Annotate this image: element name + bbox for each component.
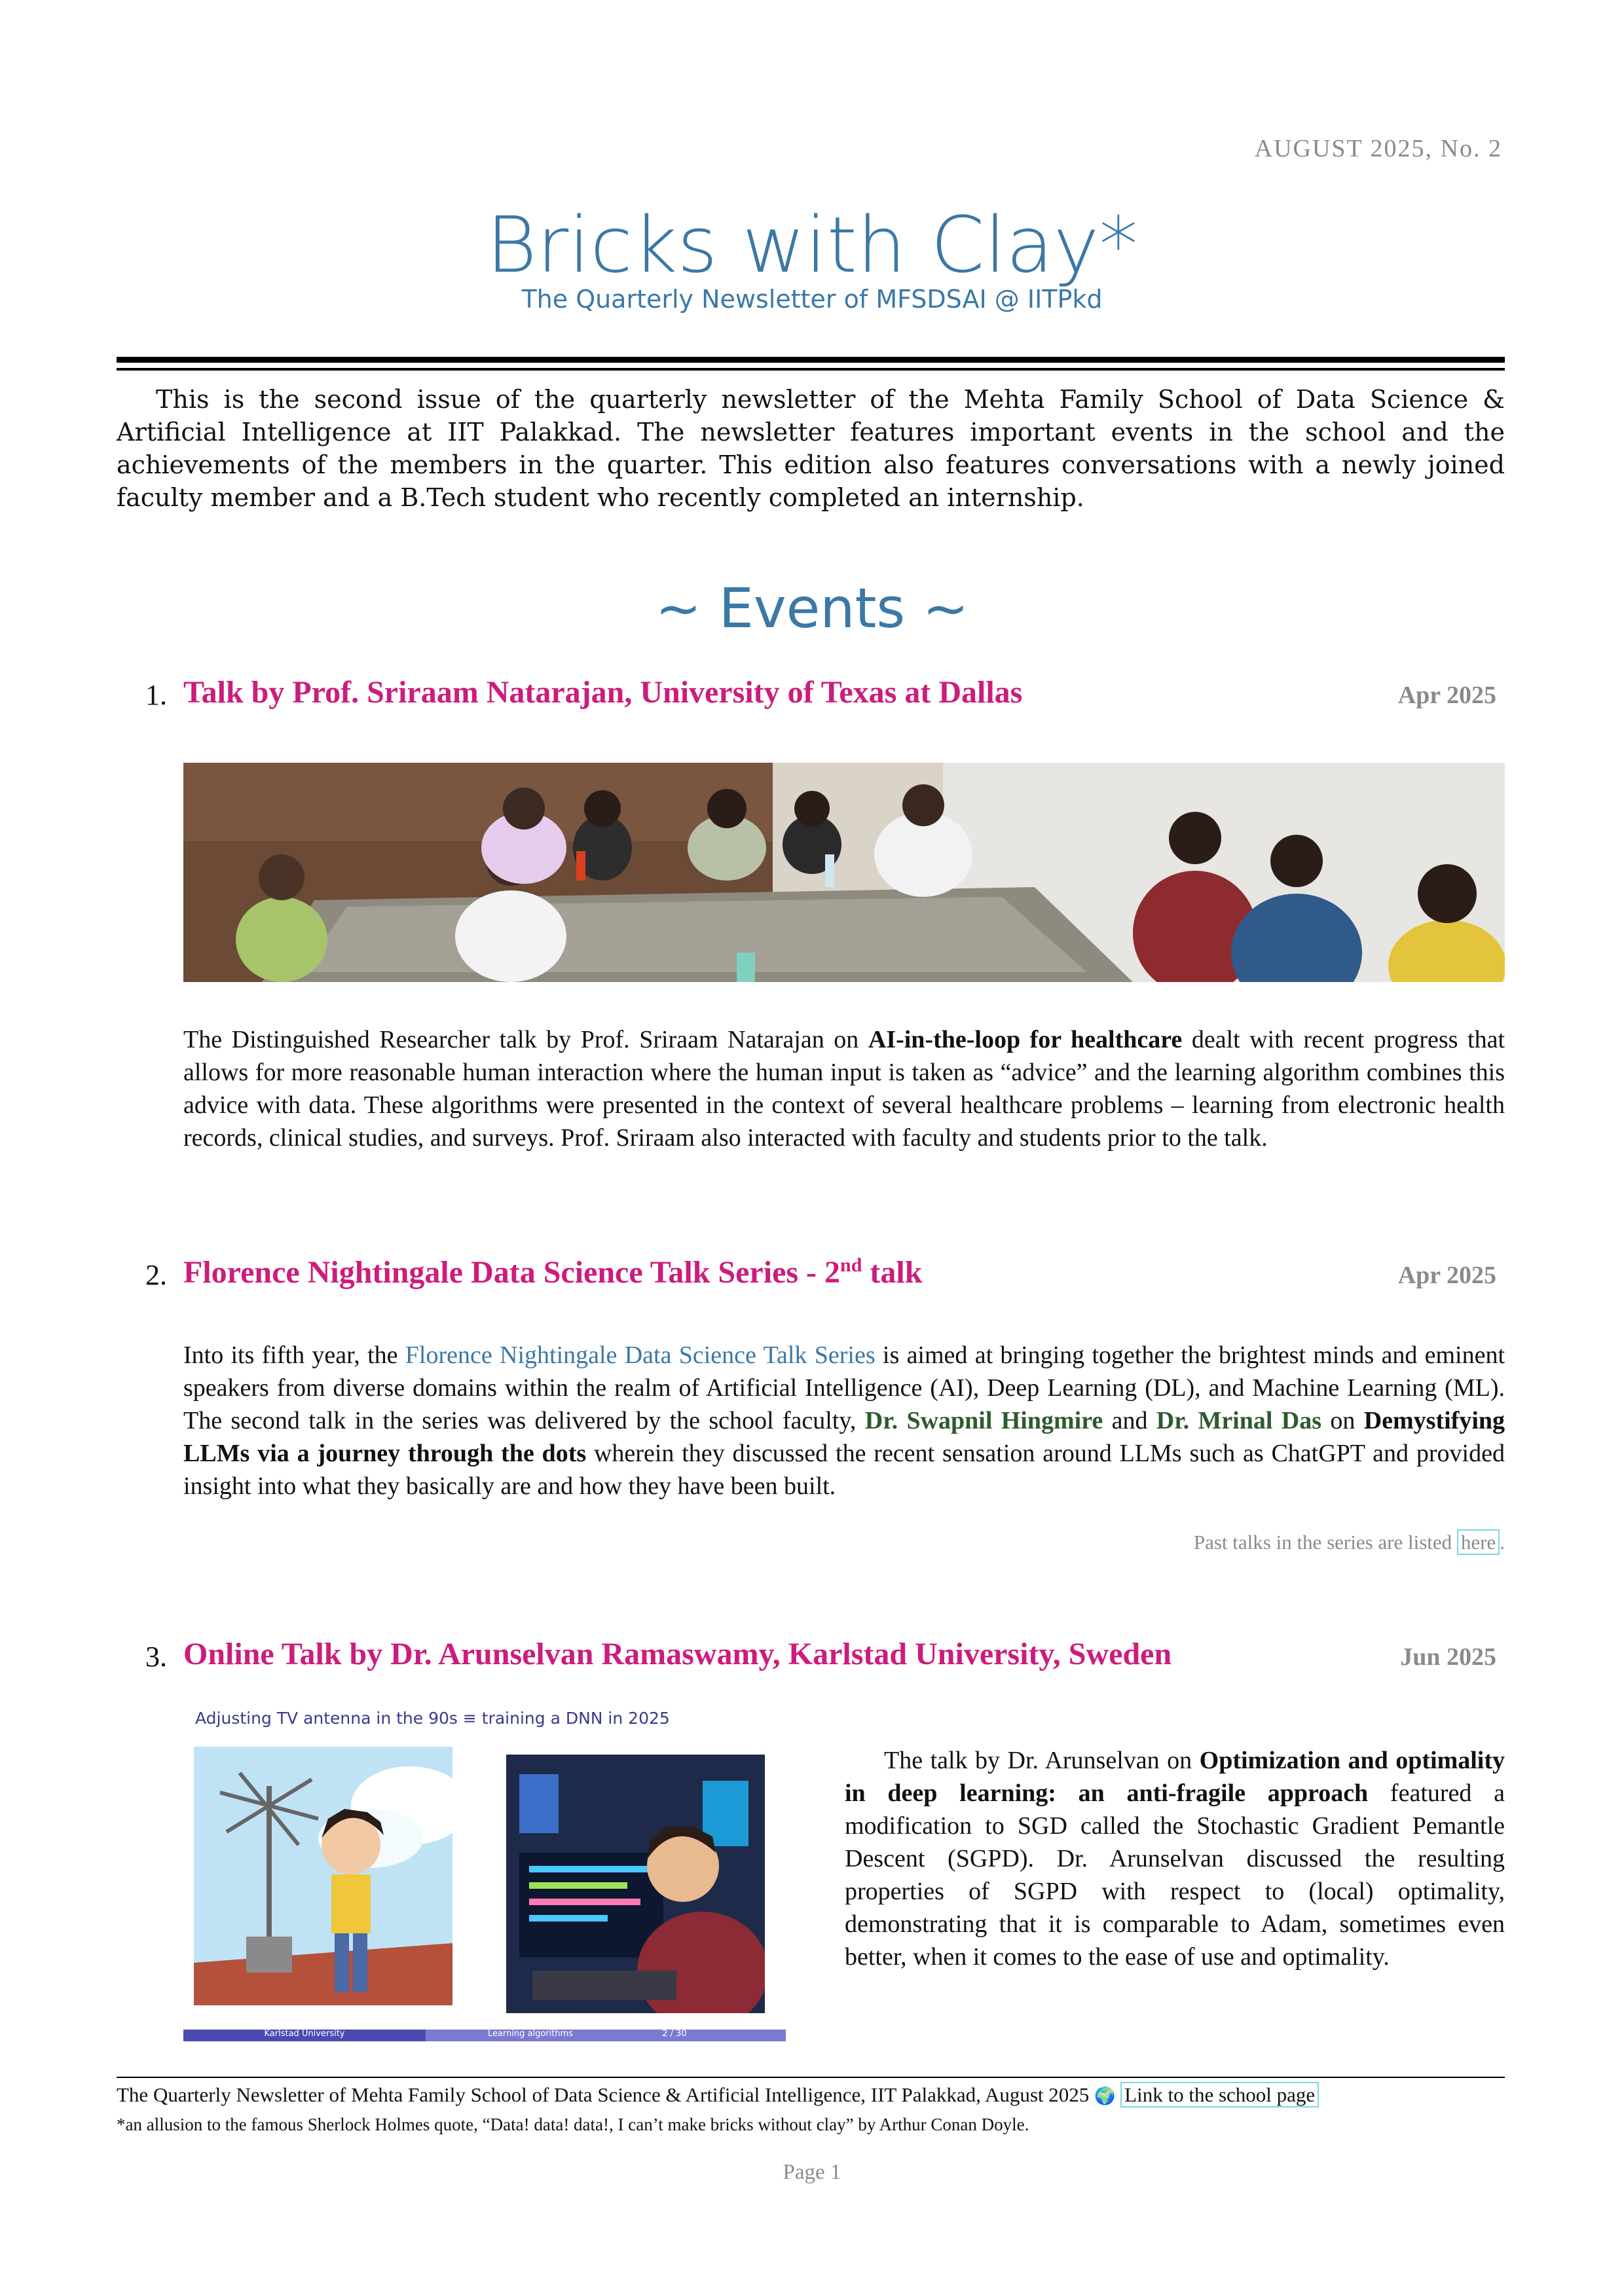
- event-3-text-1: The talk by Dr. Arunselvan on: [884, 1747, 1200, 1774]
- footnote: *an allusion to the famous Sherlock Holmes quote, “Data! data! data!, I can’t make bricks without clay” by Arthur Conan Doyle.: [117, 2115, 1029, 2134]
- newsletter-subtitle: The Quarterly Newsletter of MFSDSAI @ IITPkd: [521, 285, 1103, 314]
- event-2-title-sup: nd: [840, 1254, 862, 1276]
- event-2-text-2: is aimed at bringing together the brightest minds and eminent speakers from diverse domains within the realm of Artificial Intelligence (AI), Deep Learning (DL), and Machine Learning (ML). The second talk in the series was delivered by the school faculty,: [183, 1341, 1505, 1434]
- intro-paragraph: [117, 383, 1505, 514]
- past-talks-period: .: [1500, 1531, 1505, 1554]
- slide-page-number: 2 / 30: [662, 2029, 687, 2039]
- talk-series-link[interactable]: Florence Nightingale Data Science Talk Series: [405, 1341, 876, 1369]
- event-1-title: Talk by Prof. Sriraam Natarajan, University of Texas at Dallas: [183, 675, 1023, 710]
- programmer-cartoon: [506, 1755, 765, 2013]
- slide-title: Adjusting TV antenna in the 90s ≡ training a DNN in 2025: [195, 1709, 670, 1728]
- issue-label: AUGUST 2025, No. 2: [1254, 135, 1502, 162]
- event-2-on: on: [1321, 1407, 1364, 1434]
- antenna-cartoon: [194, 1747, 452, 2005]
- event-2-description: [183, 1339, 1505, 1503]
- event-2-title: [183, 1254, 922, 1290]
- slide-footer-right: Learning algorithms: [487, 2029, 574, 2039]
- speaker-1: Dr. Swapnil Hingmire: [864, 1407, 1103, 1434]
- event-2-title-text: Florence Nightingale Data Science Talk Series - 2: [183, 1255, 841, 1290]
- event-3-text-2: featured a modification to SGD called the Stochastic Gradient Pemantle Descent (SGPD). Dr. Arunselvan discussed the resulting properties of SGPD with respect to (local) optimality, demonstrating that it is comparable to Adam, sometimes even better, when it comes to the ease of use and optimality.: [845, 1779, 1505, 1971]
- event-2-number: 2.: [145, 1259, 167, 1291]
- header-rule-thin: [117, 368, 1505, 371]
- event-1-date: Apr 2025: [1397, 682, 1496, 709]
- event-2-text-3: wherein they discussed the recent sensation around LLMs such as ChatGPT and provided insight into what they basically are and how they have been built.: [183, 1440, 1505, 1500]
- event-3-slide: [183, 1702, 786, 2043]
- slide-footer-left: Karlstad University: [264, 2029, 345, 2039]
- past-talks-note: [851, 1531, 1505, 1554]
- section-title-events: ~ Events ~: [655, 576, 969, 640]
- event-1-text-b: dealt with recent progress that allows for more reasonable human interaction where the human input is taken as “advice” and the learning algorithm combines this advice with data. These algorithms were presented in the context of several healthcare problems – learning from electronic health records, clinical studies, and surveys. Prof. Sriraam also interacted with faculty and students prior to the talk.: [183, 1026, 1505, 1152]
- event-3-number: 3.: [145, 1641, 167, 1673]
- footer-line-1: [117, 2083, 1505, 2107]
- event-2-topic: Demystifying LLMs via a journey through the dots: [183, 1407, 1505, 1467]
- event-3-topic: Optimization and optimality in deep learning: an anti-fragile approach: [845, 1747, 1505, 1807]
- event-3-title: Online Talk by Dr. Arunselvan Ramaswamy, Karlstad University, Sweden: [183, 1637, 1172, 1671]
- event-1-description: [183, 1023, 1505, 1154]
- footer-text: The Quarterly Newsletter of Mehta Family School of Data Science & Artificial Intelligence, IIT Palakkad, August 2025: [117, 2083, 1095, 2106]
- newsletter-title: Bricks with Clay*: [486, 200, 1138, 290]
- event-2-text-1: Into its fifth year, the: [183, 1341, 405, 1369]
- event-1-text-a: The Distinguished Researcher talk by Prof. Sriraam Natarajan on: [183, 1026, 868, 1053]
- event-1-photo: [183, 763, 1505, 982]
- speaker-2: Dr. Mrinal Das: [1156, 1407, 1322, 1434]
- event-2-title-end: talk: [862, 1255, 923, 1290]
- school-page-link[interactable]: Link to the school page: [1120, 2082, 1319, 2107]
- past-talks-text: Past talks in the series are listed: [1193, 1531, 1457, 1554]
- past-talks-link[interactable]: here: [1457, 1529, 1500, 1555]
- header-rule-thick: [117, 357, 1505, 363]
- event-3-date: Jun 2025: [1400, 1643, 1496, 1671]
- intro-text: This is the second issue of the quarterly newsletter of the Mehta Family School of Data Science & Artificial Intelligence at IIT Palakkad. The newsletter features important events in the school and the achievements of the members in the quarter. This edition also features conversations with a newly joined faculty member and a B.Tech student who recently completed an internship.: [117, 385, 1505, 512]
- event-1-number: 1.: [145, 679, 167, 711]
- event-2-and: and: [1103, 1407, 1156, 1434]
- page-number: Page 1: [783, 2160, 841, 2184]
- event-3-description: [845, 1744, 1505, 1973]
- globe-icon: 🌍: [1094, 2086, 1116, 2105]
- event-2-date: Apr 2025: [1397, 1262, 1496, 1289]
- event-1-topic: AI-in-the-loop for healthcare: [868, 1026, 1183, 1053]
- footer-rule: [117, 2077, 1505, 2078]
